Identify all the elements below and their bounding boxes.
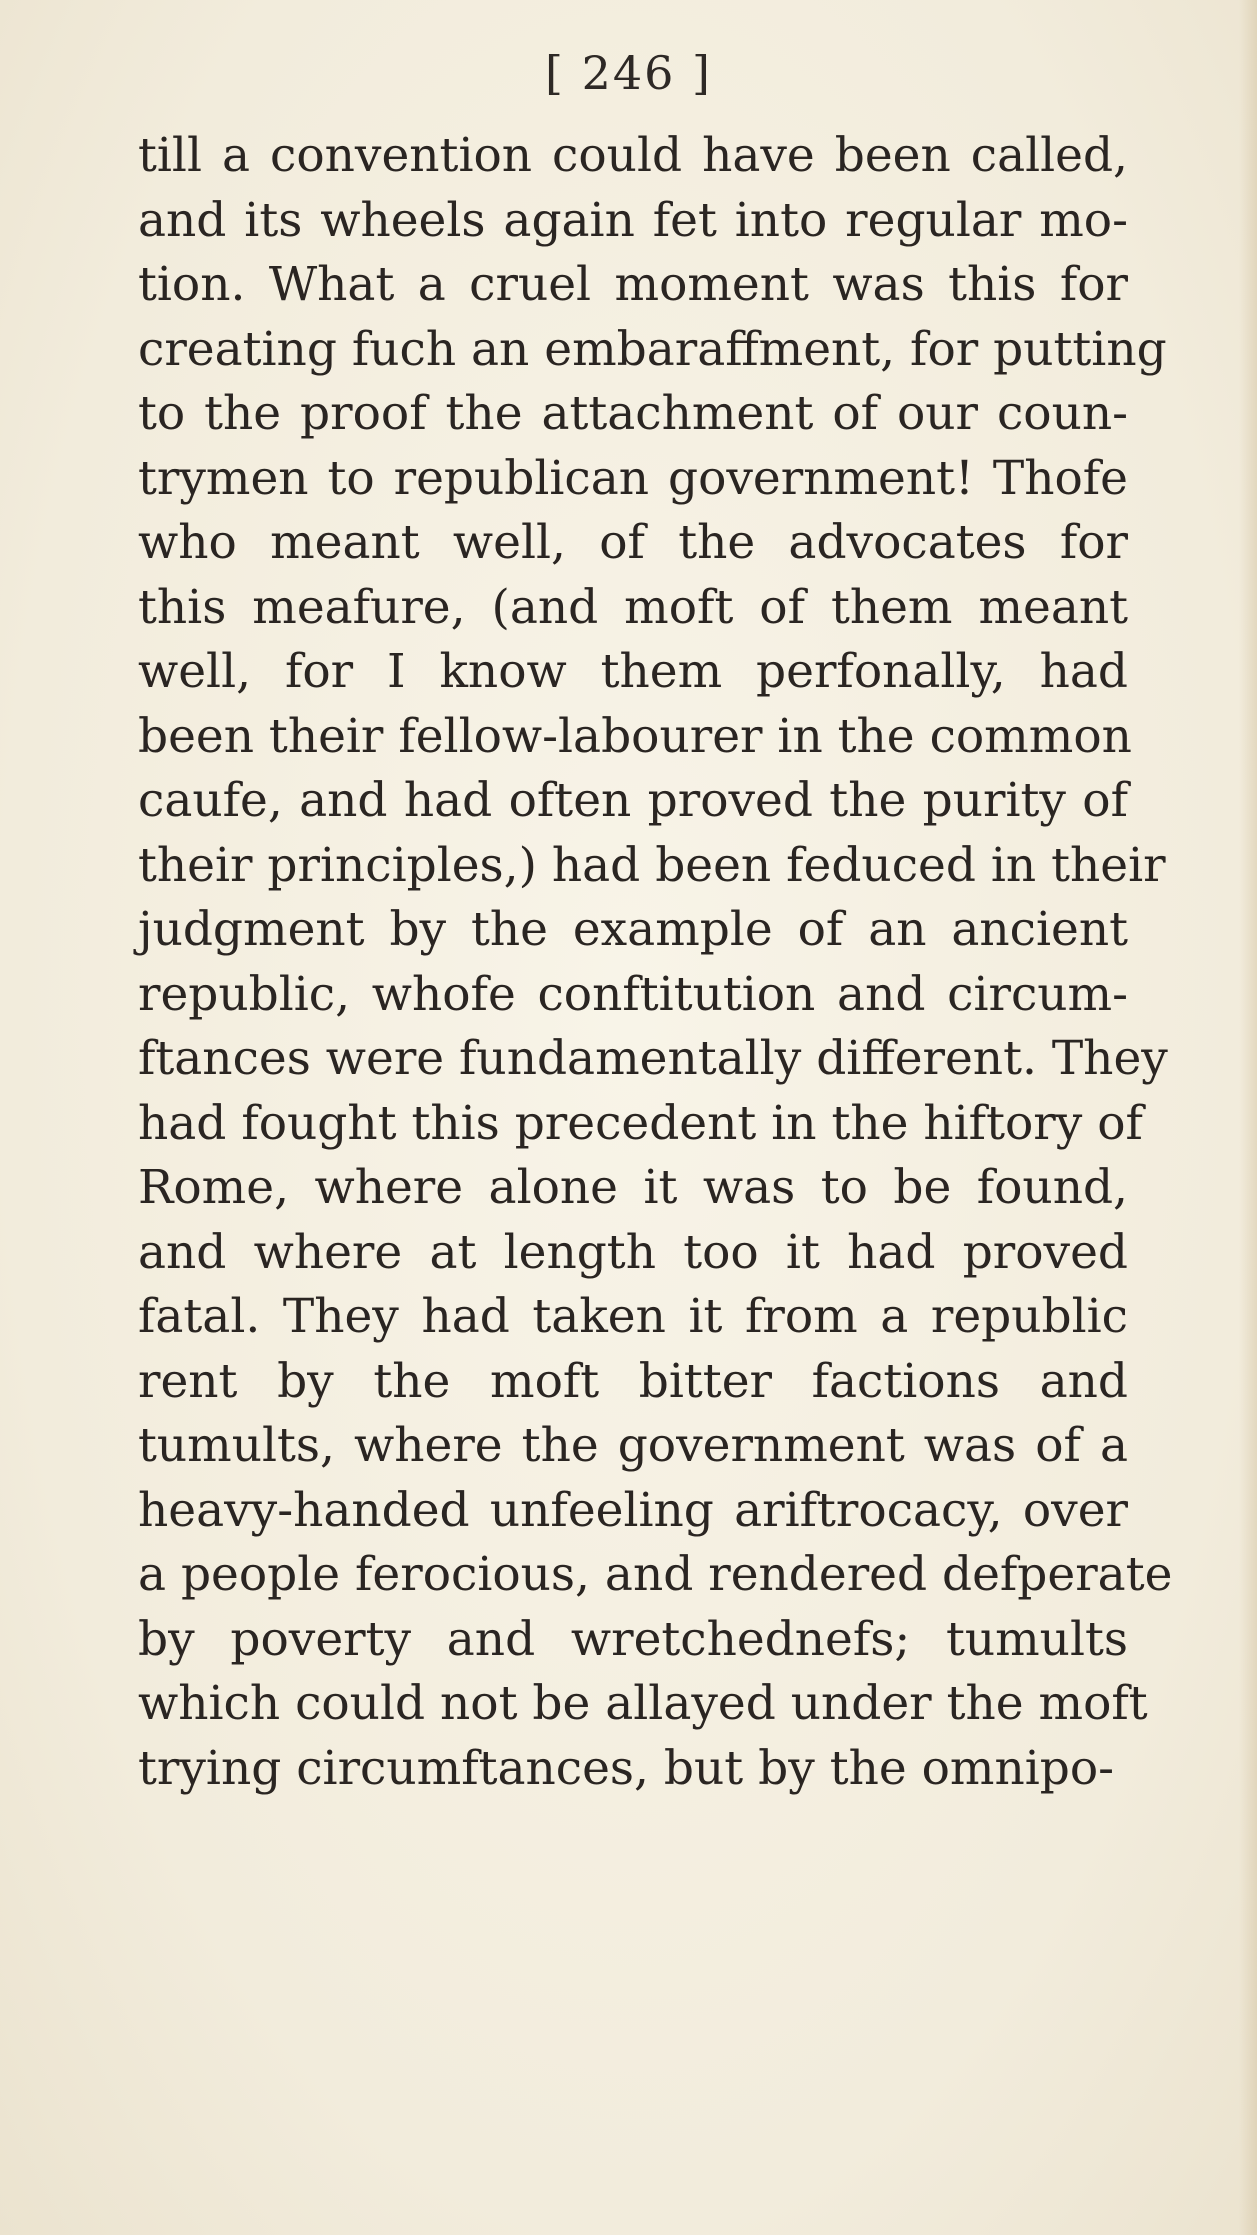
text-line: a people ferocious, and rendered defperate bbox=[138, 1547, 1173, 1602]
text-line: trymen to republican government! Thofe bbox=[138, 450, 1128, 506]
text-line: tion. What a cruel moment was this for bbox=[138, 257, 1128, 312]
text-line: ftances were fundamentally different. They bbox=[138, 1031, 1168, 1086]
text-line: tumults, where the government was of a bbox=[138, 1418, 1128, 1473]
text-line: to the proof the attachment of our coun- bbox=[138, 386, 1128, 441]
text-line: and its wheels again fet into regular mo- bbox=[138, 192, 1128, 248]
text-line: heavy-handed unfeeling ariftrocacy, over bbox=[138, 1482, 1128, 1538]
text-line: had fought this precedent in the hiftory of bbox=[138, 1095, 1143, 1151]
text-line: their principles,) had been feduced in their bbox=[138, 837, 1166, 893]
text-line: fatal. They had taken it from a republic bbox=[138, 1289, 1128, 1344]
text-line: which could not be allayed under the moft bbox=[138, 1676, 1148, 1731]
text-line: judgment by the example of an ancient bbox=[138, 902, 1128, 957]
text-line: who meant well, of the advocates for bbox=[138, 515, 1128, 570]
text-line: this meafure, (and moft of them meant bbox=[138, 579, 1128, 635]
text-line: and where at length too it had proved bbox=[138, 1224, 1128, 1280]
text-line: trying circumftances, but by the omnipo- bbox=[138, 1740, 1115, 1796]
page-edge-shadow bbox=[1239, 0, 1257, 2235]
text-line: caufe, and had often proved the purity of bbox=[138, 773, 1128, 828]
body-text bbox=[138, 124, 1173, 1801]
text-line: republic, whofe conftitution and circum- bbox=[138, 966, 1128, 1022]
text-line: till a convention could have been called, bbox=[138, 128, 1128, 183]
text-line: well, for I know them perfonally, had bbox=[138, 644, 1128, 699]
text-line: by poverty and wretchednefs; tumults bbox=[138, 1611, 1128, 1667]
text-line: creating fuch an embaraffment, for putting bbox=[138, 321, 1167, 377]
text-line: rent by the moft bitter factions and bbox=[138, 1353, 1128, 1409]
page-number: [ 246 ] bbox=[545, 46, 712, 100]
text-line: Rome, where alone it was to be found, bbox=[138, 1160, 1128, 1215]
text-line: been their fellow-labourer in the common bbox=[138, 708, 1132, 764]
